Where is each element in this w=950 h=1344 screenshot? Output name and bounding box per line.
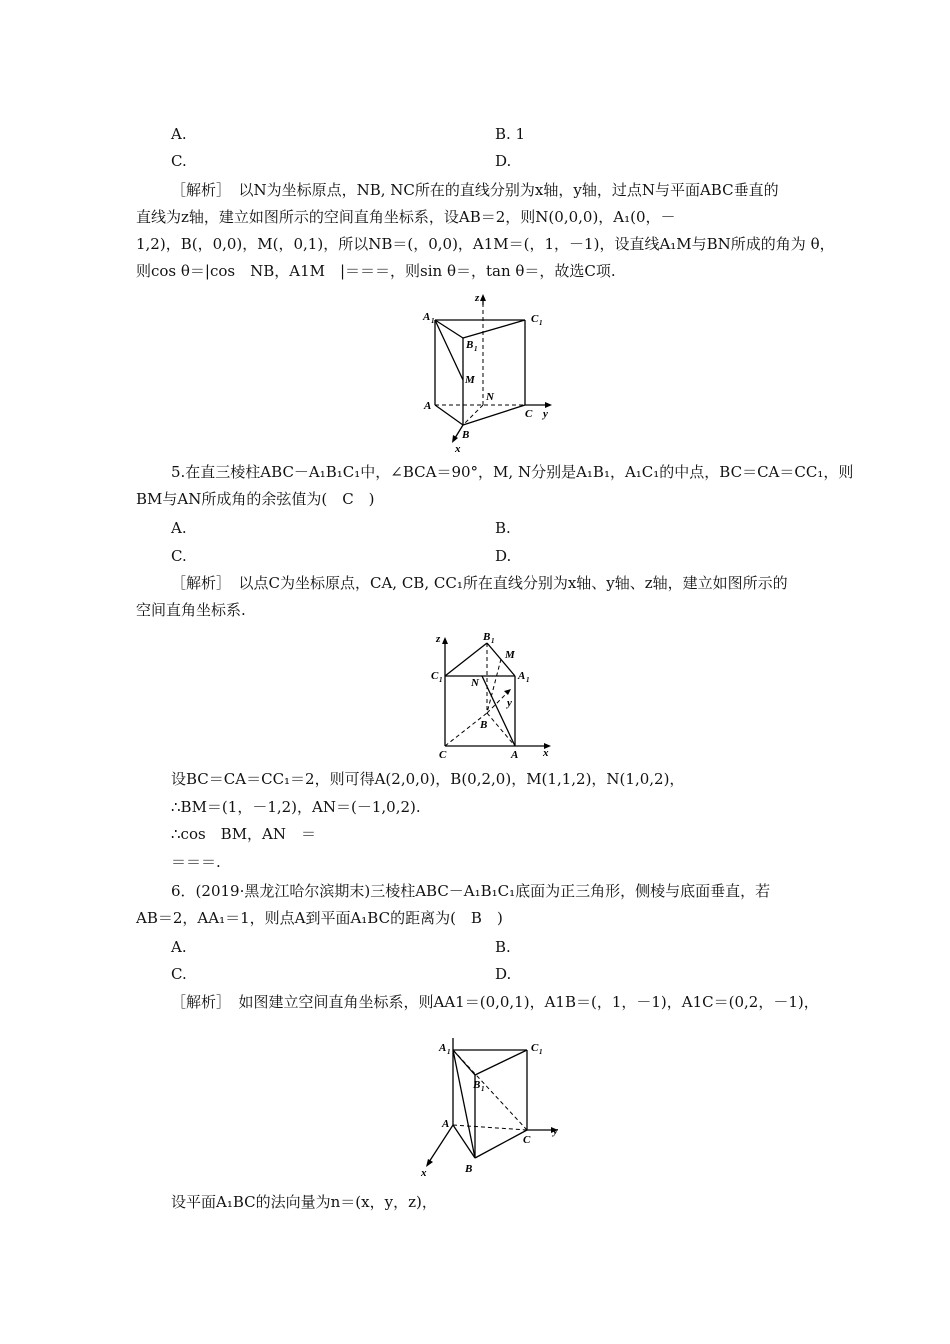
label-n: N [471,677,479,689]
q4-analysis-line-1: ［解析］ 以N为坐标原点，NB, NC所在的直线分别为x轴，y轴，过点N与平面ABC垂直的 [171,181,779,199]
edge-bc [475,1130,527,1158]
label-b1: B [473,1079,481,1091]
q6-option-b: B. [495,938,511,956]
q6-stem-line-1: 6．(2019·黑龙江哈尔滨期末)三棱柱ABC－A₁B₁C₁底面为正三角形，侧棱与底面垂直，若 [171,882,771,900]
q5-analysis-line-2: 空间直角坐标系. [136,601,246,619]
label-c: C [439,749,447,760]
q5-option-b: B. [495,519,511,537]
edge-ba-hidden [487,713,515,746]
label-a1: A [518,670,526,682]
label-b: B [480,719,488,731]
q5-option-a: A. [171,519,187,537]
label-b: B [465,1163,473,1175]
label-y: y [507,697,512,709]
axis-z-arrow [480,294,486,301]
edge-b1c1 [475,1050,527,1075]
label-a: A [424,400,432,412]
q6-prism-figure [415,1030,575,1180]
edge-ac-hidden [453,1125,527,1130]
q4-option-b: B. 1 [495,125,526,143]
label-c1: C [531,313,539,325]
label-a1: A [423,311,431,323]
label-y: y [543,408,548,420]
q6-option-c: C. [171,965,187,983]
label-c: C [525,408,533,420]
axis-y-arrow [504,689,511,695]
label-n: N [486,391,494,403]
label-m: M [465,374,475,386]
svg-text:1: 1 [539,319,543,327]
edge-ab [435,405,463,425]
label-a: A [511,749,519,760]
q5-solution-line-2: ∴BM＝(1，－1,2)，AN＝(－1,0,2). [171,798,421,816]
label-m: M [505,649,515,661]
label-z: z [475,292,480,304]
svg-text:1: 1 [447,1048,451,1056]
segment-mb-hidden [487,659,501,713]
svg-text:1: 1 [431,317,435,325]
label-x: x [455,443,461,455]
axis-z-arrow [442,637,448,644]
q6-option-a: A. [171,938,187,956]
edge-c1b1 [445,643,487,676]
label-z: z [436,633,441,645]
label-b: B [462,429,470,441]
q5-stem-line-2: BM与AN所成角的余弦值为( C ) [136,490,375,508]
q4-option-a: A. [171,125,187,143]
q4-option-c: C. [171,152,187,170]
label-b1: B [466,339,474,351]
q5-option-c: C. [171,547,187,565]
q6-analysis-line-1: ［解析］ 如图建立空间直角坐标系，则AA1＝(0,0,1)，A1B＝(，1，－1)，A1C＝(0,2，－1)， [171,993,819,1011]
label-x: x [543,747,549,759]
q5-solution-line-1: 设BC＝CA＝CC₁＝2，则可得A(2,0,0)，B(0,2,0)，M(1,1,2)，N(1,0,2)， [171,770,685,788]
svg-text:1: 1 [526,676,530,684]
svg-text:1: 1 [491,637,495,645]
svg-text:1: 1 [539,1048,543,1056]
q5-analysis-line-1: ［解析］ 以点C为坐标原点，CA, CB, CC₁所在直线分别为x轴、y轴、z轴，建立如图所示的 [171,574,788,592]
q4-analysis-line-3: 1,2)，B(，0,0)，M(，0,1)，所以NB＝(，0,0)，A1M＝(，1，－1)，设直线A₁M与BN所成的角为 θ， [136,235,835,253]
q5-prism-figure [425,628,560,760]
label-c: C [523,1134,531,1146]
q6-option-d: D. [495,965,512,983]
label-c1: C [431,670,439,682]
label-a: A [442,1118,450,1130]
q6-stem-line-2: AB＝2，AA₁＝1，则点A到平面A₁BC的距离为( B ) [136,909,503,927]
q4-prism-figure [415,290,565,455]
svg-text:1: 1 [474,345,478,353]
axis-x [429,1125,453,1162]
svg-text:1: 1 [481,1085,485,1093]
svg-text:1: 1 [439,676,443,684]
label-b1: B [483,631,491,643]
label-c1: C [531,1042,539,1054]
axis-x-arrow [452,435,458,443]
label-a1: A [439,1042,447,1054]
q5-option-d: D. [495,547,512,565]
q5-stem-line-1: 5.在直三棱柱ABC－A₁B₁C₁中，∠BCA＝90°，M, N分别是A₁B₁，A₁C₁的中点，BC＝CA＝CC₁，则 [171,463,854,481]
q4-option-d: D. [495,152,512,170]
edge-b1c1 [463,320,525,338]
q5-solution-line-4: ＝＝＝. [171,853,221,871]
q5-solution-line-3: ∴cos BM，AN ＝ [171,825,317,843]
q4-analysis-line-2: 直线为z轴，建立如图所示的空间直角坐标系，设AB＝2，则N(0,0,0)，A₁(0，－ [136,208,676,226]
label-x: x [421,1167,427,1179]
axis-x-arrow [426,1159,433,1167]
q4-analysis-line-4: 则cos θ＝|cos NB，A1M |＝＝＝，则sin θ＝，tan θ＝，故选C项. [136,262,616,280]
segment-a1c-hidden [453,1050,527,1130]
label-y: y [553,1125,558,1137]
q6-solution-line-1: 设平面A₁BC的法向量为n＝(x，y，z)， [171,1193,437,1211]
